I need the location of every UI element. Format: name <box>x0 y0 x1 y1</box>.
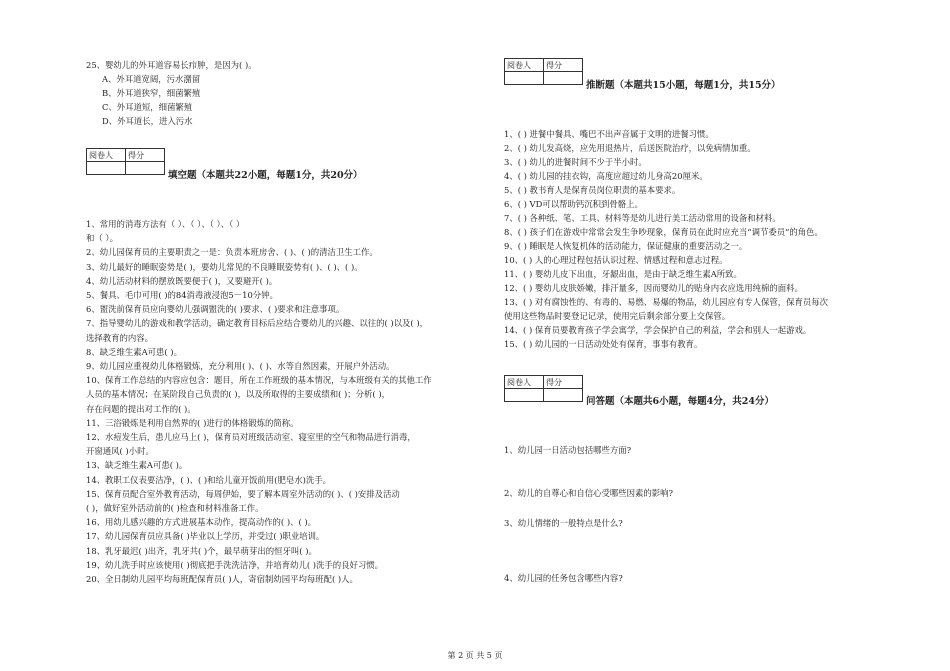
fill-question-line: 20、全日制幼儿园平均每班配保育员( )人，寄宿制幼园平均每班配( )人。 <box>86 574 358 584</box>
score-box-judge <box>504 58 583 85</box>
score-cell[interactable] <box>544 389 583 402</box>
fill-question-line: 3、幼儿最好的睡眠姿势是( )，要幼儿常见的不良睡眠姿势有( )、( )、( )。 <box>86 261 363 272</box>
score-label: 得分 <box>544 59 583 72</box>
question-25-option-d: D、外耳道长，进入污水 <box>102 116 193 126</box>
judge-question-line: 7、( ) 各种纸、笔、工具、材料等是幼儿进行美工活动常用的设备和材料。 <box>504 213 781 223</box>
reviewer-cell[interactable] <box>87 162 126 175</box>
judge-question-line: 10、( ) 人的心理过程包括认识过程、情感过程和意志过程。 <box>504 255 728 265</box>
score-cell[interactable] <box>126 162 165 175</box>
fill-question-line: 2、幼儿园保育员的主要职责之一是：负责本班房舍、( )、( )的清洁卫生工作。 <box>86 247 378 258</box>
question-25-stem: 25、婴幼儿的外耳道容易长疖肿，是因为( )。 <box>86 60 257 70</box>
score-label: 得分 <box>544 376 583 389</box>
fill-question-line: 存在问题的提出对工作的( )。 <box>86 403 196 414</box>
fill-question-line: 16、用幼儿感兴趣的方式进展基本动作，提高动作的( )、( )。 <box>86 517 317 528</box>
judge-question-line: 6、( ) VD可以帮助钙沉积到骨骼上。 <box>504 199 643 209</box>
reviewer-cell[interactable] <box>505 72 544 85</box>
fill-question-line: ( )，做好室外活动前的( )检查和材料准备工作。 <box>86 503 264 513</box>
judge-question-line: 3、( ) 幼儿的进餐时间不少于半小时。 <box>504 157 647 167</box>
reviewer-label: 阅卷人 <box>505 59 544 72</box>
judge-question-line: 使用这些物品时要登记记录，使用完后剩余部分要上交保管。 <box>504 311 731 321</box>
judge-question-line: 11、( ) 婴幼儿皮下出血，牙龈出血，是由于缺乏维生素A所致。 <box>504 269 742 279</box>
judge-question-line: 4、( ) 幼儿园的挂衣钩，高度应超过幼儿身高20厘米。 <box>504 171 708 181</box>
judge-question-line: 9、( ) 睡眠是人恢复机体的活动能力，保证健康的重要活动之一。 <box>504 241 748 251</box>
fill-question-line: 5、餐具、毛巾可用( )的84消毒液浸泡5－10分钟。 <box>86 290 278 300</box>
fill-question-line: 17、幼儿园保育员应具备( )毕业以上学历，并受过( )职业培训。 <box>86 531 325 542</box>
reviewer-label: 阅卷人 <box>505 376 544 389</box>
fill-question-line: 11、三浴锻炼是利用自然界的( )进行的体格锻炼的简称。 <box>86 417 299 428</box>
judge-section-title: 推断题（本题共15小题，每题1分，共15分） <box>586 80 781 91</box>
right-column <box>500 0 900 640</box>
fill-question-line: 12、水痘发生后，患儿应马上( )，保育员对班级活动室、寝室里的空气和物品进行消毒， <box>86 432 416 442</box>
reviewer-cell[interactable] <box>505 389 544 402</box>
fill-question-line: 10、保育工作总结的内容应包含：题目，所在工作班级的基本情况，与本班级有关的其他工作 <box>86 375 432 386</box>
judge-question-line: 2、( ) 幼儿发高烧，应先用退热片，后送医院治疗，以免病情加重。 <box>504 143 756 153</box>
qa-question-2: 2、幼儿的自尊心和自信心受哪些因素的影响? <box>504 488 673 498</box>
qa-section-title: 问答题（本题共6小题，每题4分，共24分） <box>586 396 774 407</box>
judge-question-line: 15、( ) 幼儿园的一日活动处处有保育，事事有教育。 <box>504 339 703 349</box>
fill-question-line: 1、常用的消毒方法有（ ）、（ ）、（ ）、（ ） <box>86 219 245 229</box>
score-label: 得分 <box>126 149 165 162</box>
question-25-option-c: C、外耳道短，细菌繁殖 <box>102 102 193 112</box>
fill-question-line: 13、缺乏维生素A可患( )。 <box>86 460 188 471</box>
fill-question-line: 9、幼儿园应重视幼儿体格锻炼，充分利用( )、( )、水等自然因素，开展户外活动。 <box>86 361 395 371</box>
score-box-qa <box>504 375 583 402</box>
judge-question-line: 14、( ) 保育员要教育孩子学会寓学，学会保护自己的利益，学会和别人一起游戏。 <box>504 325 812 335</box>
left-column <box>86 0 486 640</box>
question-25-option-b: B、外耳道狭窄，细菌繁殖 <box>102 88 201 98</box>
page-number: 第 2 页 共 5 页 <box>447 651 503 660</box>
fill-question-line: 8、缺乏维生素A可患( )。 <box>86 346 182 357</box>
judge-question-line: 1、( ) 进餐中餐具、嘴巴不出声音属于文明的进餐习惯。 <box>504 129 714 139</box>
judge-question-line: 12、( ) 婴幼儿皮肤娇嫩，排汗量多，因而婴幼儿的贴身内衣应选用纯棉的面料。 <box>504 283 803 293</box>
fill-question-line: 19、幼儿洗手时应该使用( )彻底把手洗洗洁净，并培育幼儿( )洗手的良好习惯。 <box>86 559 384 570</box>
fill-question-line: 和（ ）。 <box>86 233 118 244</box>
fill-question-line: 18、乳牙最迟( )出齐，乳牙共( )个，最早萌芽出的恒牙叫( )。 <box>86 545 317 556</box>
fill-question-line: 开窗通风( )小时。 <box>86 446 154 457</box>
judge-question-line: 5、( ) 教书育人是保育员岗位职责的基本要求。 <box>504 185 681 195</box>
fill-question-line: 7、指导婴幼儿的游戏和教学活动，确定教育目标后应结合婴幼儿的兴趣、以往的( )以及( )， <box>86 318 428 329</box>
score-cell[interactable] <box>544 72 583 85</box>
fill-question-line: 4、幼儿活动材料的摆放既要便于( )，又要避开( )。 <box>86 275 278 286</box>
reviewer-label: 阅卷人 <box>87 149 126 162</box>
qa-question-3: 3、幼儿情绪的一般特点是什么? <box>504 518 623 528</box>
score-box-fill <box>86 148 165 175</box>
qa-question-4: 4、幼儿园的任务包含哪些内容? <box>504 573 623 583</box>
fill-question-line: 人员的基本情况；在某阶段自己负责的( )，以及所取得的主要成绩和( )；分析( )， <box>86 389 390 400</box>
judge-question-line: 13、( ) 对有腐蚀性的、有毒的、易燃、易爆的物品，幼儿园应有专人保管，保育员每次 <box>504 297 829 307</box>
fill-section-title: 填空题（本题共22小题，每题1分，共20分） <box>168 170 363 181</box>
qa-question-1: 1、幼儿园一日活动包括哪些方面? <box>504 445 632 455</box>
fill-question-line: 14、教职工仪表要洁净，( )、( )和给儿童开饭前用(肥皂水)洗手。 <box>86 474 331 485</box>
judge-question-line: 8、( ) 孩子们在游戏中常常会发生争吵现象，保育员在此时应充当“调节委员”的角色。 <box>504 227 823 237</box>
fill-question-line: 6、盥洗前保育员应向婴幼儿强调盥洗的( )要求、( )要求和注意事项。 <box>86 304 345 315</box>
fill-question-line: 15、保育员配合室外教育活动，每周伊始，要了解本周室外活动的( )、( )安排及活动 <box>86 488 400 499</box>
question-25-option-a: A、外耳道宽阔，污水潴留 <box>102 74 201 84</box>
fill-question-line: 选择教育的内容。 <box>86 332 153 343</box>
